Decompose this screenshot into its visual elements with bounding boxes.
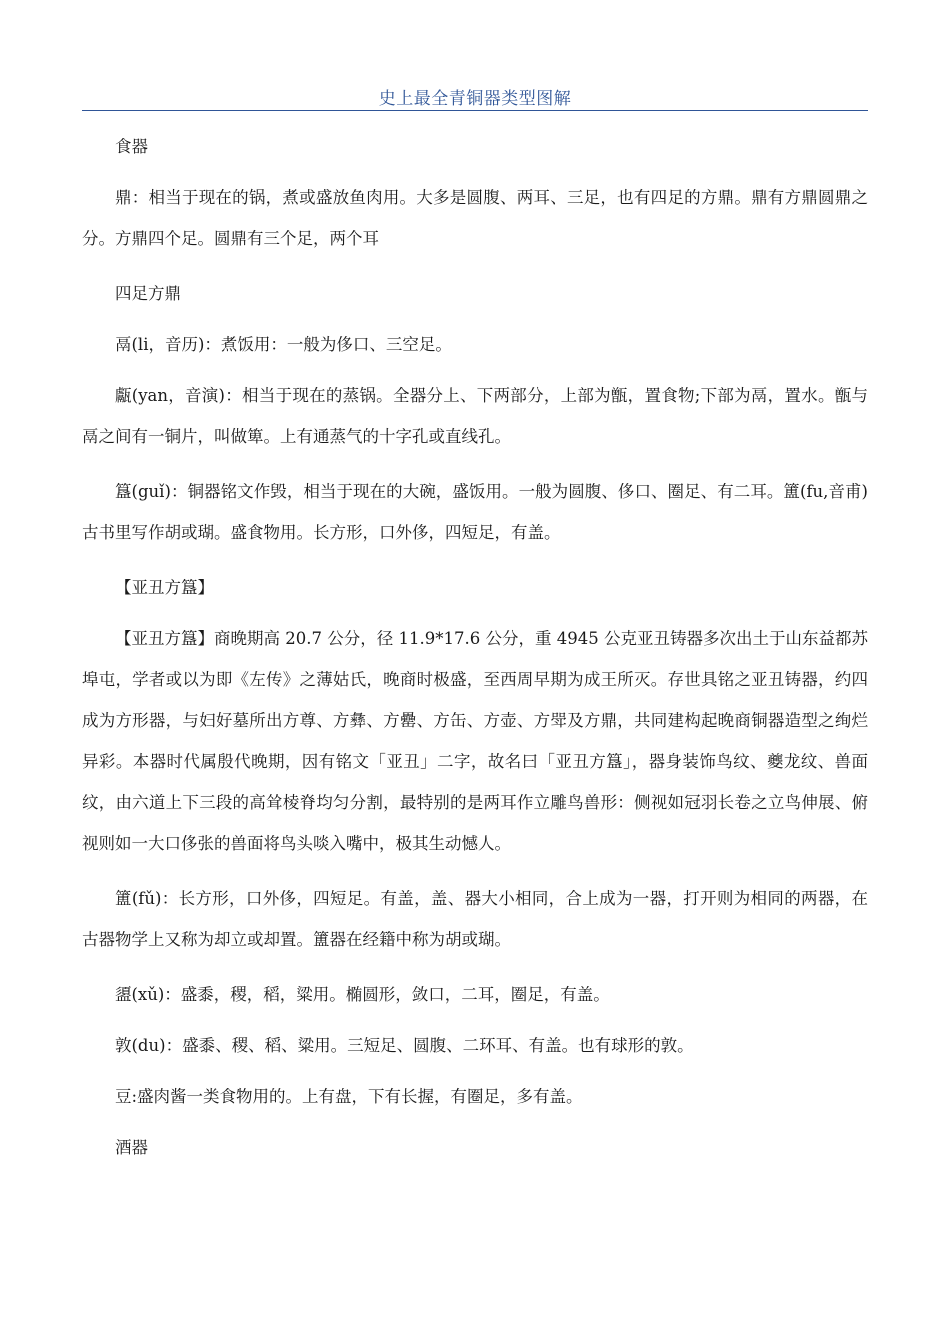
paragraph-ding: 鼎：相当于现在的锅，煮或盛放鱼肉用。大多是圆腹、两耳、三足，也有四足的方鼎。鼎有方鼎圆鼎之分。方鼎四个足。圆鼎有三个足，两个耳	[82, 188, 868, 248]
paragraph-dui: 敦(du)：盛黍、稷、稻、粱用。三短足、圆腹、二环耳、有盖。也有球形的敦。	[115, 1036, 694, 1055]
paragraph-dou: 豆:盛肉酱一类食物用的。上有盘，下有长握，有圈足，多有盖。	[115, 1087, 583, 1106]
paragraph-gui: 簋(guǐ)：铜器铭文作毁，相当于现在的大碗，盛饭用。一般为圆腹、侈口、圈足、有二耳。簠(fu,音甫)古书里写作胡或瑚。盛食物用。长方形，口外侈，四短足，有盖。	[82, 482, 868, 542]
paragraph-xu: 盨(xǔ)：盛黍，稷，稻，粱用。椭圆形，敛口，二耳，圈足，有盖。	[115, 985, 610, 1004]
paragraph-four-legged-ding: 四足方鼎	[115, 284, 181, 303]
header-divider	[82, 110, 868, 111]
paragraph-yachou-description: 【亚丑方簋】商晚期高 20.7 公分，径 11.9*17.6 公分，重 4945 公克亚丑铸器多次出土于山东益都苏埠屯，学者或以为即《左传》之薄姑氏，晚商时极盛，至西周早期为成王所灭。存世具铭之亚丑铸器，约四成为方形器，与妇好墓所出方尊、方彝、方罍、方缶、方壶、方斝及方鼎，共同建构起晚商铜器造型之绚烂异彩。本器时代属殷代晚期，因有铭文「亚丑」二字，故名曰「亚丑方簋」，器身装饰鸟纹、夔龙纹、兽面纹，由六道上下三段的高耸棱脊均匀分割，最特别的是两耳作立雕鸟兽形：侧视如冠羽长卷之立鸟伸展、俯视则如一大口侈张的兽面将鸟头啖入嘴中，极其生动憾人。	[82, 629, 868, 853]
page-header-title: 史上最全青铜器类型图解	[378, 89, 572, 109]
paragraph-yan: 甗(yan，音演)：相当于现在的蒸锅。全器分上、下两部分，上部为甑，置食物;下部为鬲，置水。甑与鬲之间有一铜片，叫做箄。上有通蒸气的十字孔或直线孔。	[82, 386, 868, 446]
paragraph-fu: 簠(fǔ)：长方形，口外侈，四短足。有盖，盖、器大小相同，合上成为一器，打开则为相同的两器，在古器物学上又称为却立或却置。簠器在经籍中称为胡或瑚。	[82, 889, 868, 949]
paragraph-li: 鬲(li，音历)：煮饭用：一般为侈口、三空足。	[115, 335, 452, 354]
paragraph-yachou-heading: 【亚丑方簋】	[115, 578, 214, 597]
section-heading-food-vessels: 食器	[115, 137, 148, 156]
document-body	[82, 126, 868, 1178]
section-heading-wine-vessels: 酒器	[115, 1138, 148, 1157]
